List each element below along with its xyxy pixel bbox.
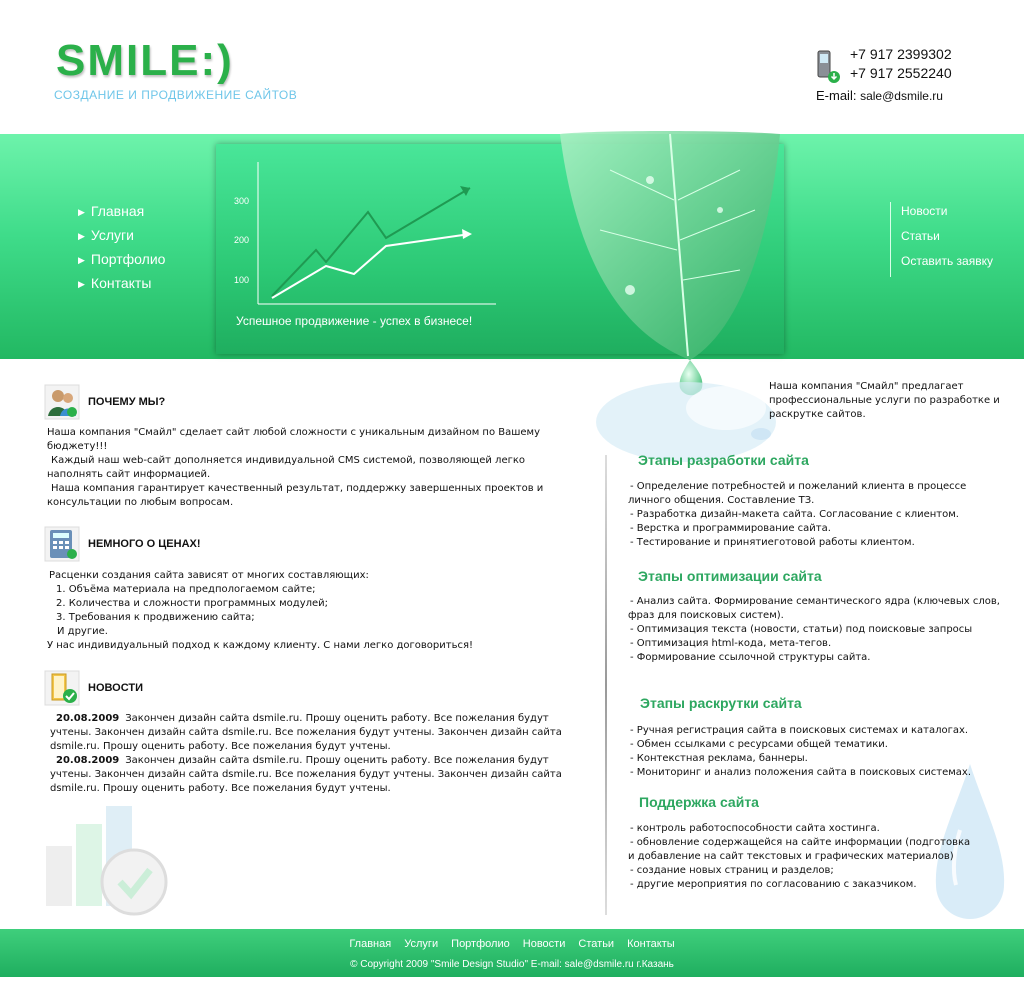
paragraph: Наша компания "Смайл" сделает сайт любой сложности с уникальным дизайном по Вашему бюджету!!! bbox=[47, 427, 541, 452]
list-item: - Верстка и программирование сайта. bbox=[630, 523, 831, 534]
stage-list-optimization bbox=[628, 595, 1008, 665]
tagline: СОЗДАНИЕ И ПРОДВИЖЕНИЕ САЙТОВ bbox=[54, 88, 298, 102]
nav-item-news[interactable]: Новости bbox=[901, 204, 948, 218]
list-item: - Оптимизация текста (новости, статьи) под поисковые запросы bbox=[630, 624, 973, 635]
list-item: - Оптимизация html-кода, мета-тегов. bbox=[630, 638, 832, 649]
news-item bbox=[50, 712, 570, 754]
list-item: 2. Количества и сложности программных модулей; bbox=[56, 598, 329, 609]
news-heading bbox=[44, 670, 143, 706]
list-item: - обновление содержащейся на сайте информации (подготовка и добавление на сайт текстовых и графических материалов) bbox=[628, 837, 971, 862]
arrow-right-icon: ▶ bbox=[78, 207, 85, 217]
phone-number-1: +7 917 2399302 bbox=[850, 46, 952, 62]
stage-list-support bbox=[628, 822, 978, 892]
arrow-right-icon: ▶ bbox=[78, 231, 85, 241]
list-item: - Разработка дизайн-макета сайта. Согласование с клиентом. bbox=[630, 509, 959, 520]
nav-item-leave-request[interactable]: Оставить заявку bbox=[901, 254, 993, 268]
stage-title-support: Поддержка сайта bbox=[639, 794, 759, 810]
chart-tick-100: 100 bbox=[234, 275, 250, 285]
main-nav bbox=[78, 202, 165, 298]
footer-link-news[interactable]: Новости bbox=[522, 938, 566, 950]
list-item: - Контекстная реклама, баннеры. bbox=[630, 753, 808, 764]
email-label: E-mail: bbox=[816, 88, 857, 103]
prices-heading bbox=[44, 526, 201, 562]
list-item: - Тестирование и принятиеготовой работы клиентом. bbox=[630, 537, 915, 548]
mobile-phone-icon bbox=[816, 50, 842, 84]
paragraph: Расценки создания сайта зависят от многих составляющих: bbox=[49, 570, 369, 581]
nav-item-portfolio[interactable]: ▶ Портфолио bbox=[78, 251, 166, 267]
footer-nav bbox=[0, 938, 1024, 950]
list-item: - Мониторинг и анализ положения сайта в поисковых системах. bbox=[630, 767, 972, 778]
company-intro: Наша компания "Смайл" предлагает профессиональные услуги по разработке и раскрутке сайтов. bbox=[769, 381, 1000, 420]
list-item: - Определение потребностей и пожеланий клиента в процессе личного общения. Составление ТЗ. bbox=[628, 481, 967, 506]
news-text: Закончен дизайн сайта dsmile.ru. Прошу оценить работу. Все пожелания будут учтены. Закончен дизайн сайта dsmile.ru. Все пожелания будут учтены. Закончен дизайн сайта dsmile.ru. Прошу оценить работу. Все пожелания будут учтены. bbox=[50, 713, 562, 752]
list-item: - Анализ сайта. Формирование семантического ядра (ключевых слов, фраз для поисковых систем). bbox=[628, 596, 1000, 621]
nav-item-articles[interactable]: Статьи bbox=[901, 229, 940, 243]
news-item bbox=[50, 754, 570, 796]
footer-link-articles[interactable]: Статьи bbox=[578, 938, 615, 950]
footer-link-services[interactable]: Услуги bbox=[404, 938, 439, 950]
nav-item-contacts[interactable]: ▶ Контакты bbox=[78, 275, 152, 291]
news-date: 20.08.2009 bbox=[56, 755, 120, 766]
list-item: 1. Объёма материала на предпологаемом сайте; bbox=[56, 584, 316, 595]
chart-tick-300: 300 bbox=[234, 196, 250, 206]
phone-number-2: +7 917 2552240 bbox=[850, 65, 952, 81]
prices-text bbox=[47, 569, 572, 653]
logo[interactable] bbox=[56, 36, 234, 86]
why-us-text bbox=[47, 426, 572, 510]
column-divider bbox=[605, 455, 607, 915]
list-item: - Обмен ссылками с ресурсами общей тематики. bbox=[630, 739, 888, 750]
news-date: 20.08.2009 bbox=[56, 713, 120, 724]
list-item: - контроль работоспособности сайта хостинга. bbox=[630, 823, 880, 834]
chart-arrow-dark bbox=[460, 186, 470, 196]
section-title: НОВОСТИ bbox=[88, 682, 144, 694]
footer-link-contacts[interactable]: Контакты bbox=[627, 938, 675, 950]
chart-arrow-light bbox=[462, 229, 472, 239]
paragraph: Наша компания гарантирует качественный результат, поддержку завершенных проектов и консультации по любым вопросам. bbox=[47, 483, 544, 508]
news-text: Закончен дизайн сайта dsmile.ru. Прошу оценить работу. Все пожелания будут учтены. Закончен дизайн сайта dsmile.ru. Все пожелания будут учтены. Закончен дизайн сайта dsmile.ru. Прошу оценить работу. Все пожелания будут учтены. bbox=[50, 755, 562, 794]
stage-title-development: Этапы разработки сайта bbox=[638, 452, 809, 468]
growth-chart-graphic bbox=[230, 158, 510, 308]
why-us-heading bbox=[44, 384, 165, 420]
email-link[interactable]: sale@dsmile.ru bbox=[860, 89, 943, 103]
people-icon bbox=[44, 384, 80, 420]
section-title: НЕМНОГО О ЦЕНАХ! bbox=[88, 538, 201, 550]
list-item: И другие. bbox=[57, 626, 108, 637]
list-item: - Ручная регистрация сайта в поисковых системах и каталогах. bbox=[630, 725, 969, 736]
nav-item-services[interactable]: ▶ Услуги bbox=[78, 227, 134, 243]
footer-link-portfolio[interactable]: Портфолио bbox=[451, 938, 510, 950]
stage-list-promotion bbox=[628, 724, 1008, 780]
calculator-icon bbox=[44, 526, 80, 562]
copyright: © Copyright 2009 "Smile Design Studio" E-mail: sale@dsmile.ru г.Казань bbox=[350, 959, 674, 970]
arrow-right-icon: ▶ bbox=[78, 279, 85, 289]
list-item: - создание новых страниц и разделов; bbox=[630, 865, 834, 876]
chart-tick-200: 200 bbox=[234, 235, 250, 245]
list-item: - Формирование ссылочной структуры сайта. bbox=[630, 652, 871, 663]
nav-item-home[interactable]: ▶ Главная bbox=[78, 203, 145, 219]
stage-title-optimization: Этапы оптимизации сайта bbox=[638, 568, 822, 584]
header-email bbox=[816, 88, 943, 103]
news-list bbox=[50, 712, 570, 796]
paragraph: Каждый наш web-сайт дополняется индивидуальной CMS системой, позволяющей легко наполнять сайт информацией. bbox=[47, 455, 526, 480]
list-item: 3. Требования к продвижению сайта; bbox=[56, 612, 255, 623]
banner-caption: Успешное продвижение - успех в бизнесе! bbox=[236, 314, 473, 328]
folder-check-icon bbox=[44, 670, 80, 706]
section-title: ПОЧЕМУ МЫ? bbox=[88, 396, 166, 408]
paragraph: У нас индивидуальный подход к каждому клиенту. С нами легко договориться! bbox=[47, 640, 473, 651]
logo-text: SMILE:) bbox=[56, 36, 234, 85]
stage-list-development bbox=[628, 480, 1008, 550]
growth-check-graphic bbox=[36, 796, 176, 926]
stage-title-promotion: Этапы раскрутки сайта bbox=[640, 695, 802, 711]
footer-link-home[interactable]: Главная bbox=[349, 938, 392, 950]
list-item: - другие мероприятия по согласованию с заказчиком. bbox=[630, 879, 917, 890]
arrow-right-icon: ▶ bbox=[78, 255, 85, 265]
secondary-nav bbox=[890, 202, 993, 277]
